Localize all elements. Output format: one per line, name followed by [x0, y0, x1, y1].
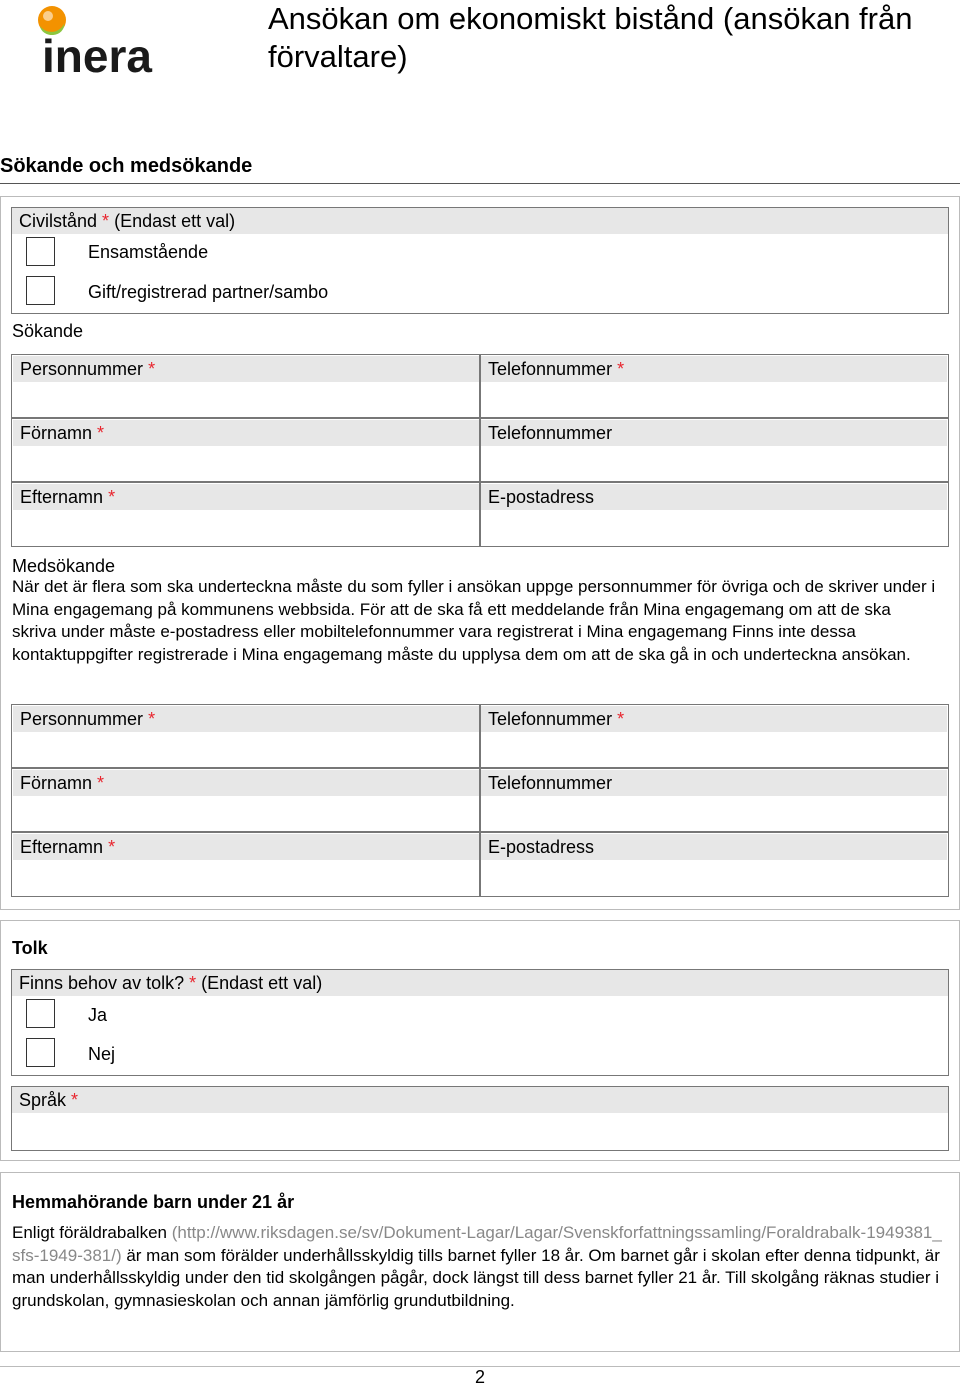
applicant-fornamn-label: Förnamn *: [13, 420, 479, 446]
checkbox-ja[interactable]: [26, 999, 55, 1028]
interpreter-need-group: [11, 969, 949, 1076]
applicant-fornamn-input[interactable]: [13, 446, 479, 481]
co-telefon-label: Telefonnummer: [481, 770, 947, 796]
applicant-epost-label: E-postadress: [481, 484, 947, 510]
section-title-applicant: Sökande och medsökande: [0, 155, 253, 177]
applicant-efternamn-label: Efternamn *: [13, 484, 479, 510]
riksdagen-link[interactable]: (http://www.riksdagen.se/sv/Dokument-Lagar/Lagar/Svenskforfattningssamling/Foraldrabalk-1949381_sfs-1949-381/): [12, 1223, 942, 1265]
co-personnummer-input[interactable]: [13, 732, 479, 767]
applicant-telefon-req-input[interactable]: [481, 382, 947, 417]
applicant-epost-input[interactable]: [481, 510, 947, 545]
applicant-personnummer-input[interactable]: [13, 382, 479, 417]
co-epost-label: E-postadress: [481, 834, 947, 860]
co-epost-input[interactable]: [481, 860, 947, 895]
option-ja: Ja: [88, 1005, 108, 1025]
co-telefon-input[interactable]: [481, 796, 947, 831]
civil-status-label: Civilstånd * (Endast ett val): [12, 208, 948, 234]
co-applicant-instructions: När det är flera som ska underteckna måste du som fyller i ansökan uppge personnummer för övriga och de skriver under i Mina engagemang på kommunens webbsida. För att de ska få ett meddelande från Mina engagemang om att de ska skriva under måste e-postadress eller mobiltelefonnummer vara registrerat i Mina engagemang Finns inte dessa kontaktuppgifter registrerade i Mina engagemang måste du upplysa dem om att de ska gå in och underteckna ansökan.: [12, 577, 936, 664]
checkbox-nej[interactable]: [26, 1038, 55, 1067]
grid-divider: [11, 767, 949, 769]
co-fornamn-input[interactable]: [13, 796, 479, 831]
logo-wordmark: inera: [42, 30, 152, 76]
children-title: Hemmahörande barn under 21 år: [12, 1192, 295, 1212]
co-telefon-req-input[interactable]: [481, 732, 947, 767]
applicant-efternamn-input[interactable]: [13, 510, 479, 545]
grid-divider: [11, 831, 949, 833]
option-nej: Nej: [88, 1044, 116, 1064]
interpreter-question-label: Finns behov av tolk? * (Endast ett val): [12, 970, 948, 996]
option-gift-sambo: Gift/registrerad partner/sambo: [88, 282, 329, 302]
page-number: 2: [474, 1367, 485, 1386]
applicant-telefon-input[interactable]: [481, 446, 947, 481]
section-divider: [0, 183, 960, 184]
document-title: Ansökan om ekonomiskt bistånd (ansökan från förvaltare): [268, 1, 913, 74]
interpreter-title: Tolk: [12, 938, 48, 958]
inera-logo: [34, 4, 156, 76]
co-fornamn-label: Förnamn *: [13, 770, 479, 796]
co-telefon-req-label: Telefonnummer *: [481, 706, 947, 732]
co-efternamn-input[interactable]: [13, 860, 479, 895]
applicant-telefon-req-label: Telefonnummer *: [481, 356, 947, 382]
co-applicant-heading: Medsökande: [12, 556, 116, 576]
language-field: [11, 1086, 949, 1151]
checkbox-gift-sambo[interactable]: [26, 276, 55, 305]
option-ensamstaende: Ensamstående: [88, 242, 209, 262]
checkbox-ensamstaende[interactable]: [26, 237, 55, 266]
applicant-personnummer-label: Personnummer *: [13, 356, 479, 382]
language-input[interactable]: [12, 1113, 948, 1149]
grid-divider: [11, 481, 949, 483]
children-text: Enligt föräldrabalken (http://www.riksdagen.se/sv/Dokument-Lagar/Lagar/Svenskforfattningssamling/Foraldrabalk-1949381_sfs-1949-381/) är man som förälder underhållsskyldig tills barnet fyller 18 år. Om barnet går i skolan efter denna tidpunkt, är man underhållsskyldig under den tid skolgången pågår, dock längst till dess barnet fyller 21 år. Till skolgång räknas studier i grundskolan, gymnasieskolan och annan jämförlig grundutbildning.: [12, 1223, 942, 1310]
language-label: Språk *: [12, 1087, 948, 1113]
applicant-heading: Sökande: [12, 321, 84, 341]
co-personnummer-label: Personnummer *: [13, 706, 479, 732]
co-efternamn-label: Efternamn *: [13, 834, 479, 860]
applicant-telefon-label: Telefonnummer: [481, 420, 947, 446]
grid-divider: [11, 417, 949, 419]
